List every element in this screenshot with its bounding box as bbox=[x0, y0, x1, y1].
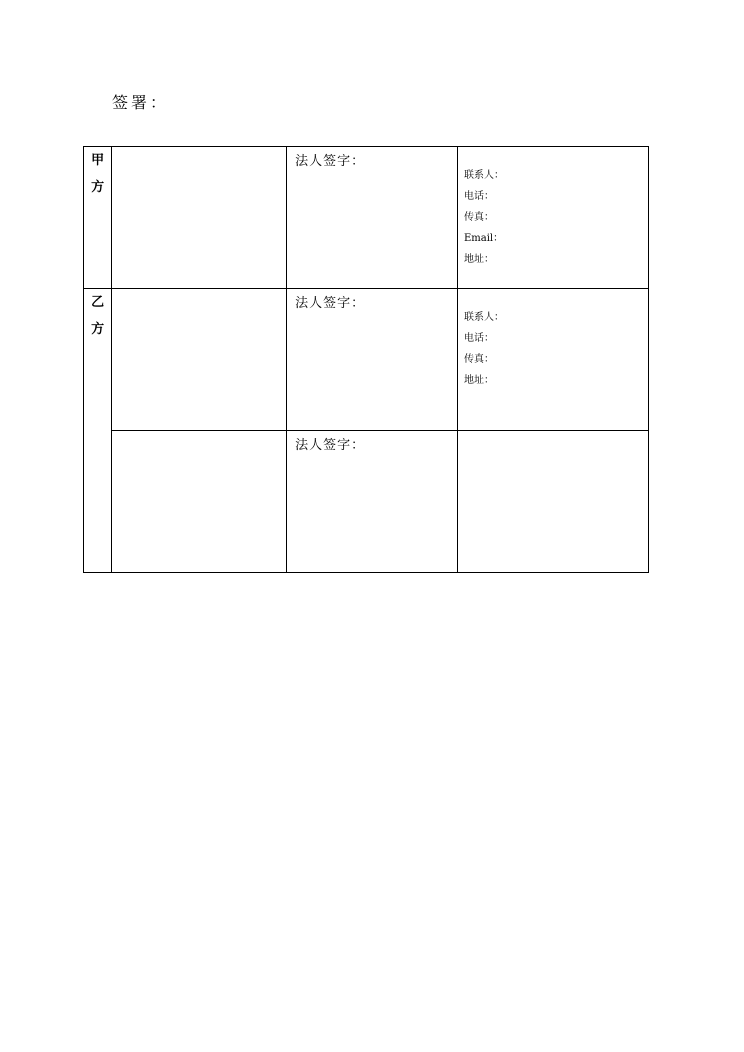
party-b-sign-cell-2[interactable] bbox=[287, 431, 458, 573]
address-label: 地址： bbox=[463, 254, 494, 265]
party-b-contact-list bbox=[458, 289, 648, 391]
party-b-seal-cell-2[interactable] bbox=[112, 431, 287, 573]
party-b-char-2: 方 bbox=[91, 322, 105, 337]
party-b-contact-cell[interactable] bbox=[457, 289, 648, 431]
party-a-label bbox=[84, 147, 112, 289]
phone-label: 电话： bbox=[463, 333, 494, 344]
party-a-char-1: 甲 bbox=[91, 153, 105, 168]
party-a-contact-list bbox=[458, 147, 648, 270]
phone-label: 电话： bbox=[463, 191, 494, 202]
party-b-extra-cell[interactable] bbox=[457, 431, 648, 573]
party-a-row bbox=[84, 147, 649, 289]
email-label: Email： bbox=[463, 233, 504, 244]
party-b-seal-cell-1[interactable] bbox=[112, 289, 287, 431]
legal-signature-label: 法人签字： bbox=[295, 154, 366, 169]
party-b-sign-cell-1[interactable] bbox=[287, 289, 458, 431]
legal-signature-label: 法人签字： bbox=[295, 438, 366, 453]
contact-person-label: 联系人： bbox=[463, 170, 504, 181]
party-a-char-2: 方 bbox=[91, 180, 105, 195]
party-b-char-1: 乙 bbox=[91, 295, 105, 310]
party-a-seal-cell[interactable] bbox=[112, 147, 287, 289]
party-a-contact-cell[interactable] bbox=[457, 147, 648, 289]
party-b-row-2 bbox=[84, 431, 649, 573]
party-b-label bbox=[84, 289, 112, 573]
fax-label: 传真： bbox=[463, 212, 494, 223]
page-heading: 签署： bbox=[112, 93, 170, 112]
fax-label: 传真： bbox=[463, 354, 494, 365]
address-label: 地址： bbox=[463, 375, 494, 386]
legal-signature-label: 法人签字： bbox=[295, 296, 366, 311]
party-b-row-1 bbox=[84, 289, 649, 431]
contact-person-label: 联系人： bbox=[463, 312, 504, 323]
signature-table bbox=[83, 146, 649, 573]
party-a-sign-cell[interactable] bbox=[287, 147, 458, 289]
